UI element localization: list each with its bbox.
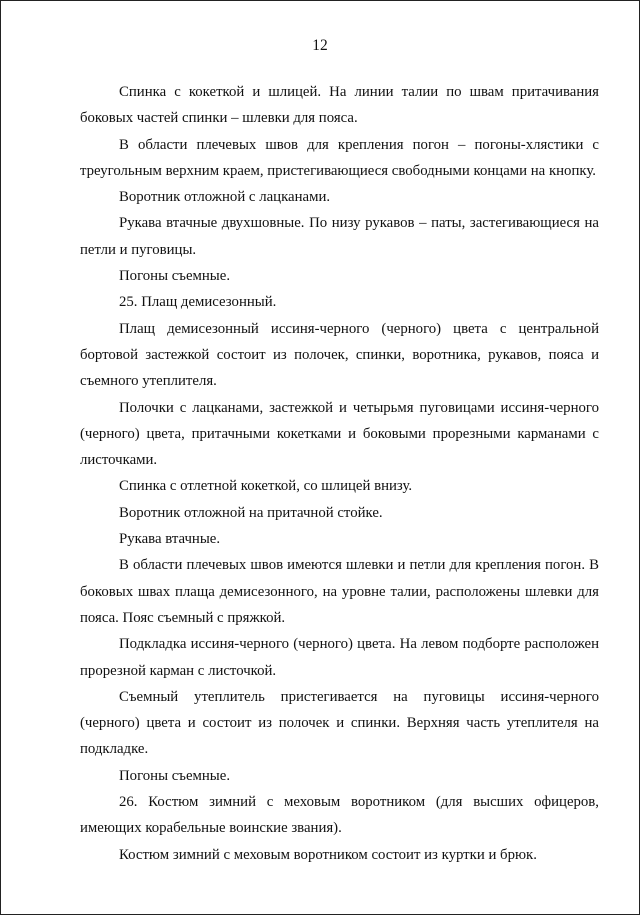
page-number: 12	[312, 37, 328, 54]
paragraph: Рукава втачные двухшовные. По низу рукавов – паты, застегивающиеся на петли и пуговицы.	[80, 215, 599, 258]
paragraph: Плащ демисезонный иссиня-черного (черного) цвета с центральной бортовой застежкой состоит из полочек, спинки, воротника, рукавов, пояса и съемного утеплителя.	[80, 320, 599, 390]
paragraph: Подкладка иссиня-черного (черного) цвета. На левом подборте расположен прорезной карман с листочкой.	[80, 636, 599, 679]
paragraph: Спинка с отлетной кокеткой, со шлицей внизу.	[119, 478, 413, 495]
section-heading: 25. Плащ демисезонный.	[119, 294, 277, 311]
paragraph: Полочки с лацканами, застежкой и четырьмя пуговицами иссиня-черного (черного) цвета, притачными кокетками и боковыми прорезными карманами с листочками.	[80, 399, 599, 469]
paragraph: Погоны съемные.	[119, 268, 231, 285]
paragraph: Воротник отложной на притачной стойке.	[119, 504, 383, 521]
section-heading: 26. Костюм зимний с меховым воротником (для высших офицеров, имеющих корабельные воинские звания).	[80, 794, 599, 837]
paragraph: Спинка с кокеткой и шлицей. На линии талии по швам притачивания боковых частей спинки – шлевки для пояса.	[80, 84, 599, 127]
paragraph: Костюм зимний с меховым воротником состоит из куртки и брюк.	[119, 846, 537, 863]
document-body	[80, 79, 599, 868]
paragraph: Воротник отложной с лацканами.	[119, 189, 331, 206]
paragraph: Погоны съемные.	[119, 767, 231, 784]
paragraph: Рукава втачные.	[119, 531, 221, 548]
paragraph: Съемный утеплитель пристегивается на пуговицы иссиня-черного (черного) цвета и состоит из полочек и спинки. Верхняя часть утеплителя на подкладке.	[80, 688, 599, 758]
paragraph: В области плечевых швов для крепления погон – погоны-хлястики с треугольным верхним краем, пристегивающиеся свободными концами на кнопку.	[80, 136, 599, 179]
paragraph: В области плечевых швов имеются шлевки и петли для крепления погон. В боковых швах плаща демисезонного, на уровне талии, расположены шлевки для пояса. Пояс съемный с пряжкой.	[80, 557, 599, 626]
